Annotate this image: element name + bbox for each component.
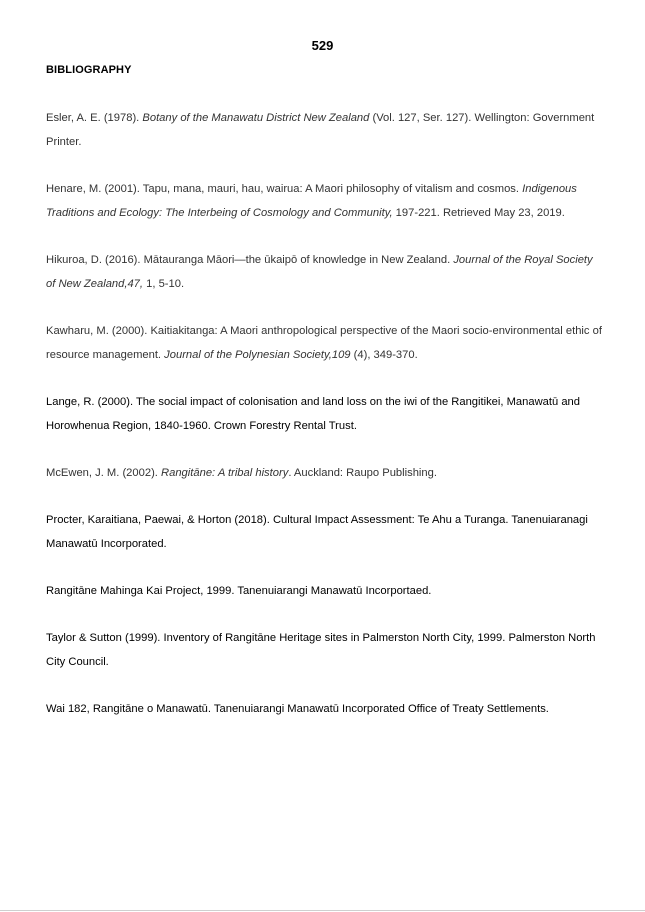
page-heading: BIBLIOGRAPHY <box>46 64 132 76</box>
page-number: 529 <box>311 38 334 53</box>
bibliography-entry: Lange, R. (2000). The social impact of colonisation and land loss on the iwi of the Rangitikei, Manawatū and Horowhenua Region, 1840-1960. Crown Forestry Rental Trust. <box>46 396 581 432</box>
bibliography-entry: McEwen, J. M. (2002). Rangitāne: A tribal history. Auckland: Raupo Publishing. <box>46 467 437 479</box>
bibliography-entry: Esler, A. E. (1978). Botany of the Manawatu District New Zealand (Vol. 127, Ser. 127). Wellington: Government Printer. <box>46 112 595 148</box>
bibliography-entry: Kawharu, M. (2000). Kaitiakitanga: A Maori anthropological perspective of the Maori socio-environmental ethic of resource management. Journal of the Polynesian Society,109 (4), 349-370. <box>46 325 602 361</box>
bibliography-entry: Taylor & Sutton (1999). Inventory of Rangitāne Heritage sites in Palmerston North City, 1999. Palmerston North City Council. <box>46 632 596 668</box>
bibliography-entry: Wai 182, Rangitāne o Manawatū. Tanenuiarangi Manawatū Incorporated Office of Treaty Settlements. <box>46 703 549 715</box>
bibliography-list <box>46 106 602 744</box>
bibliography-entry: Procter, Karaitiana, Paewai, & Horton (2018). Cultural Impact Assessment: Te Ahu a Turanga. Tanenuiaranagi Manawatū Incorporated. <box>46 514 588 550</box>
bibliography-entry: Rangitāne Mahinga Kai Project, 1999. Tanenuiarangi Manawatū Incorportaed. <box>46 585 432 597</box>
bibliography-entry: Henare, M. (2001). Tapu, mana, mauri, hau, wairua: A Maori philosophy of vitalism and cosmos. Indigenous Traditions and Ecology: The Interbeing of Cosmology and Community, 197-221. Retrieved May 23, 2019. <box>46 183 577 219</box>
bibliography-entry: Hikuroa, D. (2016). Mātauranga Māori—the ūkaipō of knowledge in New Zealand. Journal of the Royal Society of New Zealand,47, 1, 5-10. <box>46 254 593 290</box>
